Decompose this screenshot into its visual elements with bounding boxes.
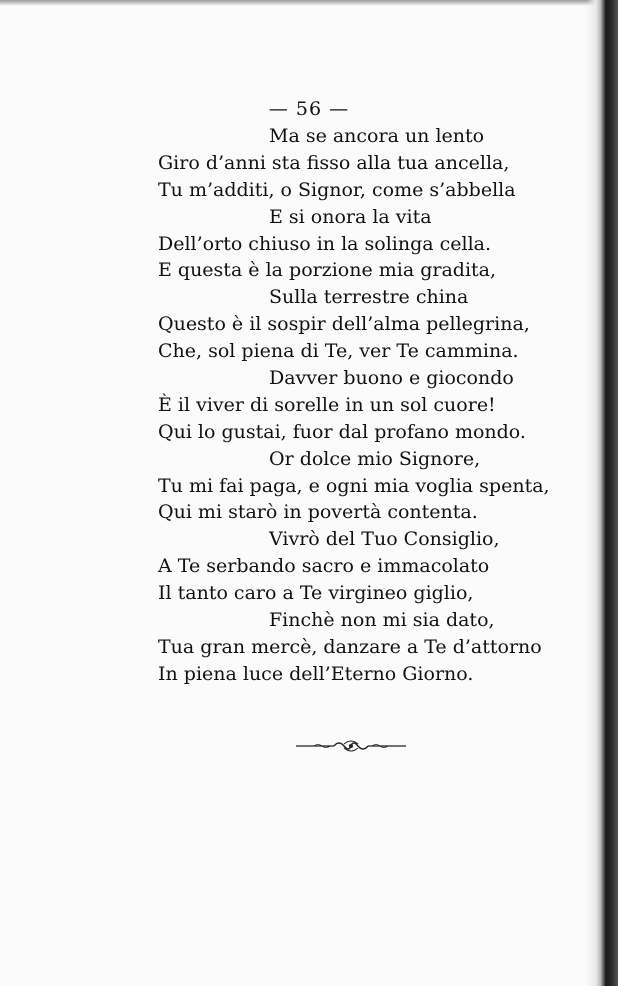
poem-line: Giro d’anni sta fisso alla tua ancella, xyxy=(158,151,510,174)
poem-line: È il viver di sorelle in un sol cuore! xyxy=(158,393,496,416)
poem-line: Qui mi starò in povertà contenta. xyxy=(158,501,478,524)
poem-line: Tu m’additi, o Signor, come s’abbella xyxy=(158,178,516,201)
page-top-shadow xyxy=(0,0,600,6)
poem-line: Che, sol piena di Te, ver Te cammina. xyxy=(158,340,519,363)
page-gutter-highlight xyxy=(586,0,596,986)
poem-line: Il tanto caro a Te virgineo giglio, xyxy=(158,582,474,605)
poem-line: Vivrò del Tuo Consiglio, xyxy=(269,528,500,551)
poem-line: Ma se ancora un lento xyxy=(269,125,485,147)
poem-line: Tu mi fai paga, e ogni mia voglia spenta, xyxy=(158,474,550,497)
poem-text xyxy=(158,123,578,688)
book-spine-edge xyxy=(596,0,618,986)
poem-line: Or dolce mio Signore, xyxy=(269,447,481,470)
poem-line: Sulla terrestre china xyxy=(269,286,469,309)
poem-line: Questo è il sospir dell’alma pellegrina, xyxy=(158,313,530,336)
page-number: — 56 — xyxy=(268,98,350,120)
poem-line: Qui lo gustai, fuor dal profano mondo. xyxy=(158,420,526,443)
poem-line: A Te serbando sacro e immacolato xyxy=(158,555,490,578)
poem-line: E questa è la porzione mia gradita, xyxy=(158,259,497,282)
poem-line: E si onora la vita xyxy=(269,205,432,228)
poem-line: Tua gran mercè, danzare a Te d’attorno xyxy=(158,635,542,658)
poem-line: In piena luce dell’Eterno Giorno. xyxy=(158,662,474,685)
poem-line: Finchè non mi sia dato, xyxy=(269,609,495,632)
poem-line: Davver buono e giocondo xyxy=(269,367,514,390)
poem-line: Dell’orto chiuso in la solinga cella. xyxy=(158,232,492,255)
tailpiece-ornament-icon xyxy=(294,736,408,756)
